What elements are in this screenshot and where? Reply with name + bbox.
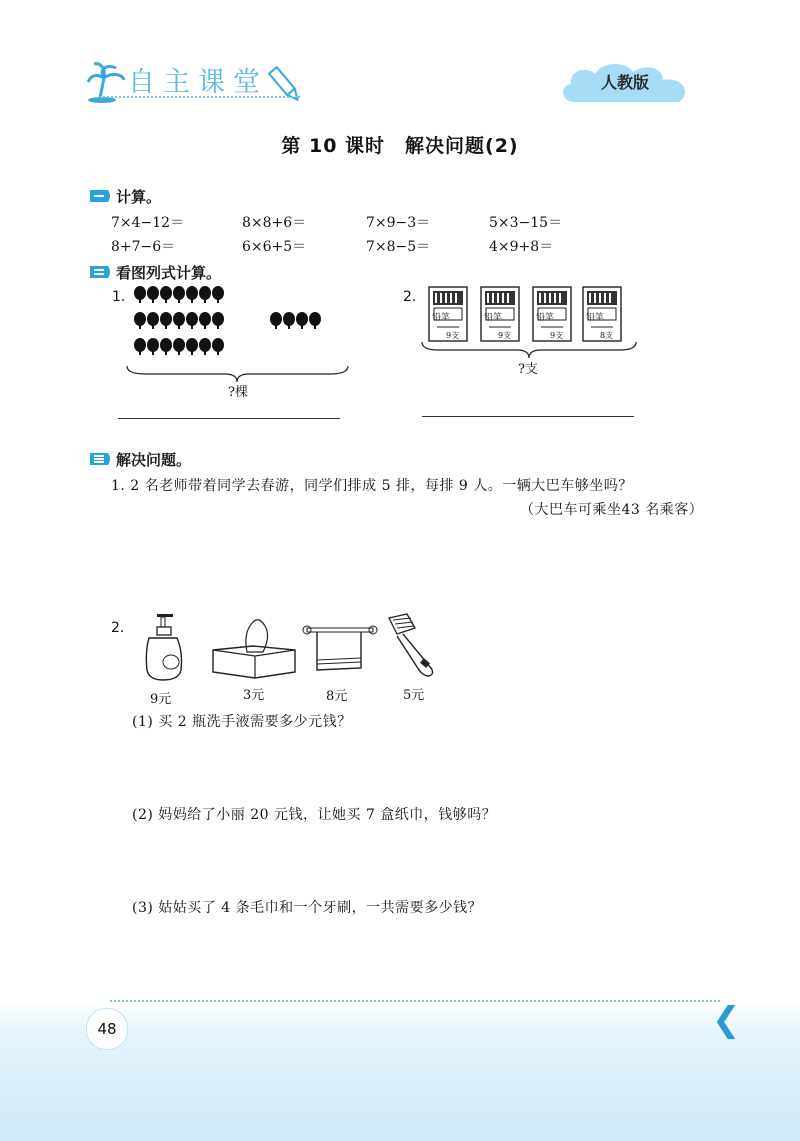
price-soap: 9元: [150, 692, 172, 707]
toothbrush-icon: [389, 614, 433, 676]
sub-question-3: (3) 姑姑买了 4 条毛巾和一个牙刷，一共需要多少钱？: [132, 900, 483, 916]
box-4-text: 铅笔: [586, 313, 605, 323]
answer-line-1: [118, 418, 340, 419]
trees-illustration-icon: [132, 284, 332, 364]
page-number: 48: [86, 1008, 128, 1050]
calc-4: 5×3−15＝: [489, 215, 563, 231]
prev-page-arrow-icon[interactable]: ❮: [712, 1000, 741, 1040]
problem-2-label: 2.: [111, 620, 125, 636]
q2-2-caption: ?支: [518, 362, 538, 377]
q2-1-label: 1.: [112, 289, 126, 305]
price-toothbrush: 5元: [403, 688, 425, 703]
section-1-badge-icon: [88, 188, 112, 204]
price-towel: 8元: [326, 689, 348, 704]
box-4-count: 8支: [600, 331, 614, 340]
section-3-title: 解决问题。: [116, 450, 192, 469]
price-tissue: 3元: [243, 688, 265, 703]
q2-1-caption: ?棵: [228, 385, 248, 400]
calc-7: 7×8−5＝: [366, 239, 431, 255]
hand-soap-icon: [146, 614, 181, 680]
header-dotted-line: [100, 96, 300, 98]
sub-question-2: (2) 妈妈给了小丽 20 元钱，让她买 7 盒纸巾，钱够吗？: [132, 807, 497, 823]
q2-2-label: 2.: [403, 289, 417, 305]
section-1-heading: [88, 186, 161, 206]
products-illustration-icon: [135, 612, 445, 684]
problem-1-note: （大巴车可乘坐43 名乘客）: [520, 502, 704, 518]
calc-6: 6×6+5＝: [242, 239, 307, 255]
calc-8: 4×9+8＝: [489, 239, 554, 255]
section-3-badge-icon: [88, 451, 112, 467]
box-3-text: 铅笔: [536, 313, 555, 323]
tissue-box-icon: [213, 620, 295, 678]
box-2-count: 9支: [498, 331, 512, 340]
brand-title: 自主课堂: [128, 67, 268, 98]
section-1-title: 计算。: [116, 187, 162, 206]
calc-2: 8×8+6＝: [242, 215, 307, 231]
section-2-heading: [88, 262, 221, 282]
calc-3: 7×9−3＝: [366, 215, 431, 231]
page-title: 第 10 课时 解决问题(2): [281, 135, 519, 157]
footer-dotted-line: [110, 1000, 720, 1002]
box-3-count: 9支: [550, 331, 564, 340]
answer-line-2: [422, 416, 634, 417]
box-2-text: 铅笔: [484, 313, 503, 323]
towel-icon: [303, 626, 377, 670]
edition-label: 人教版: [600, 73, 649, 92]
calc-5: 8+7−6＝: [111, 239, 176, 255]
box-1-text: 铅笔: [432, 313, 451, 323]
brace-2-icon: [420, 340, 638, 360]
section-2-title: 看图列式计算。: [116, 263, 222, 282]
sub-question-1: (1) 买 2 瓶洗手液需要多少元钱？: [132, 714, 352, 730]
calc-1: 7×4−12＝: [111, 215, 185, 231]
section-3-heading: [88, 449, 191, 469]
problem-1: 1. 2 名老师带着同学去春游，同学们排成 5 排，每排 9 人。一辆大巴车够坐吗？: [111, 478, 633, 494]
section-2-badge-icon: [88, 264, 112, 280]
box-1-count: 9支: [446, 331, 460, 340]
